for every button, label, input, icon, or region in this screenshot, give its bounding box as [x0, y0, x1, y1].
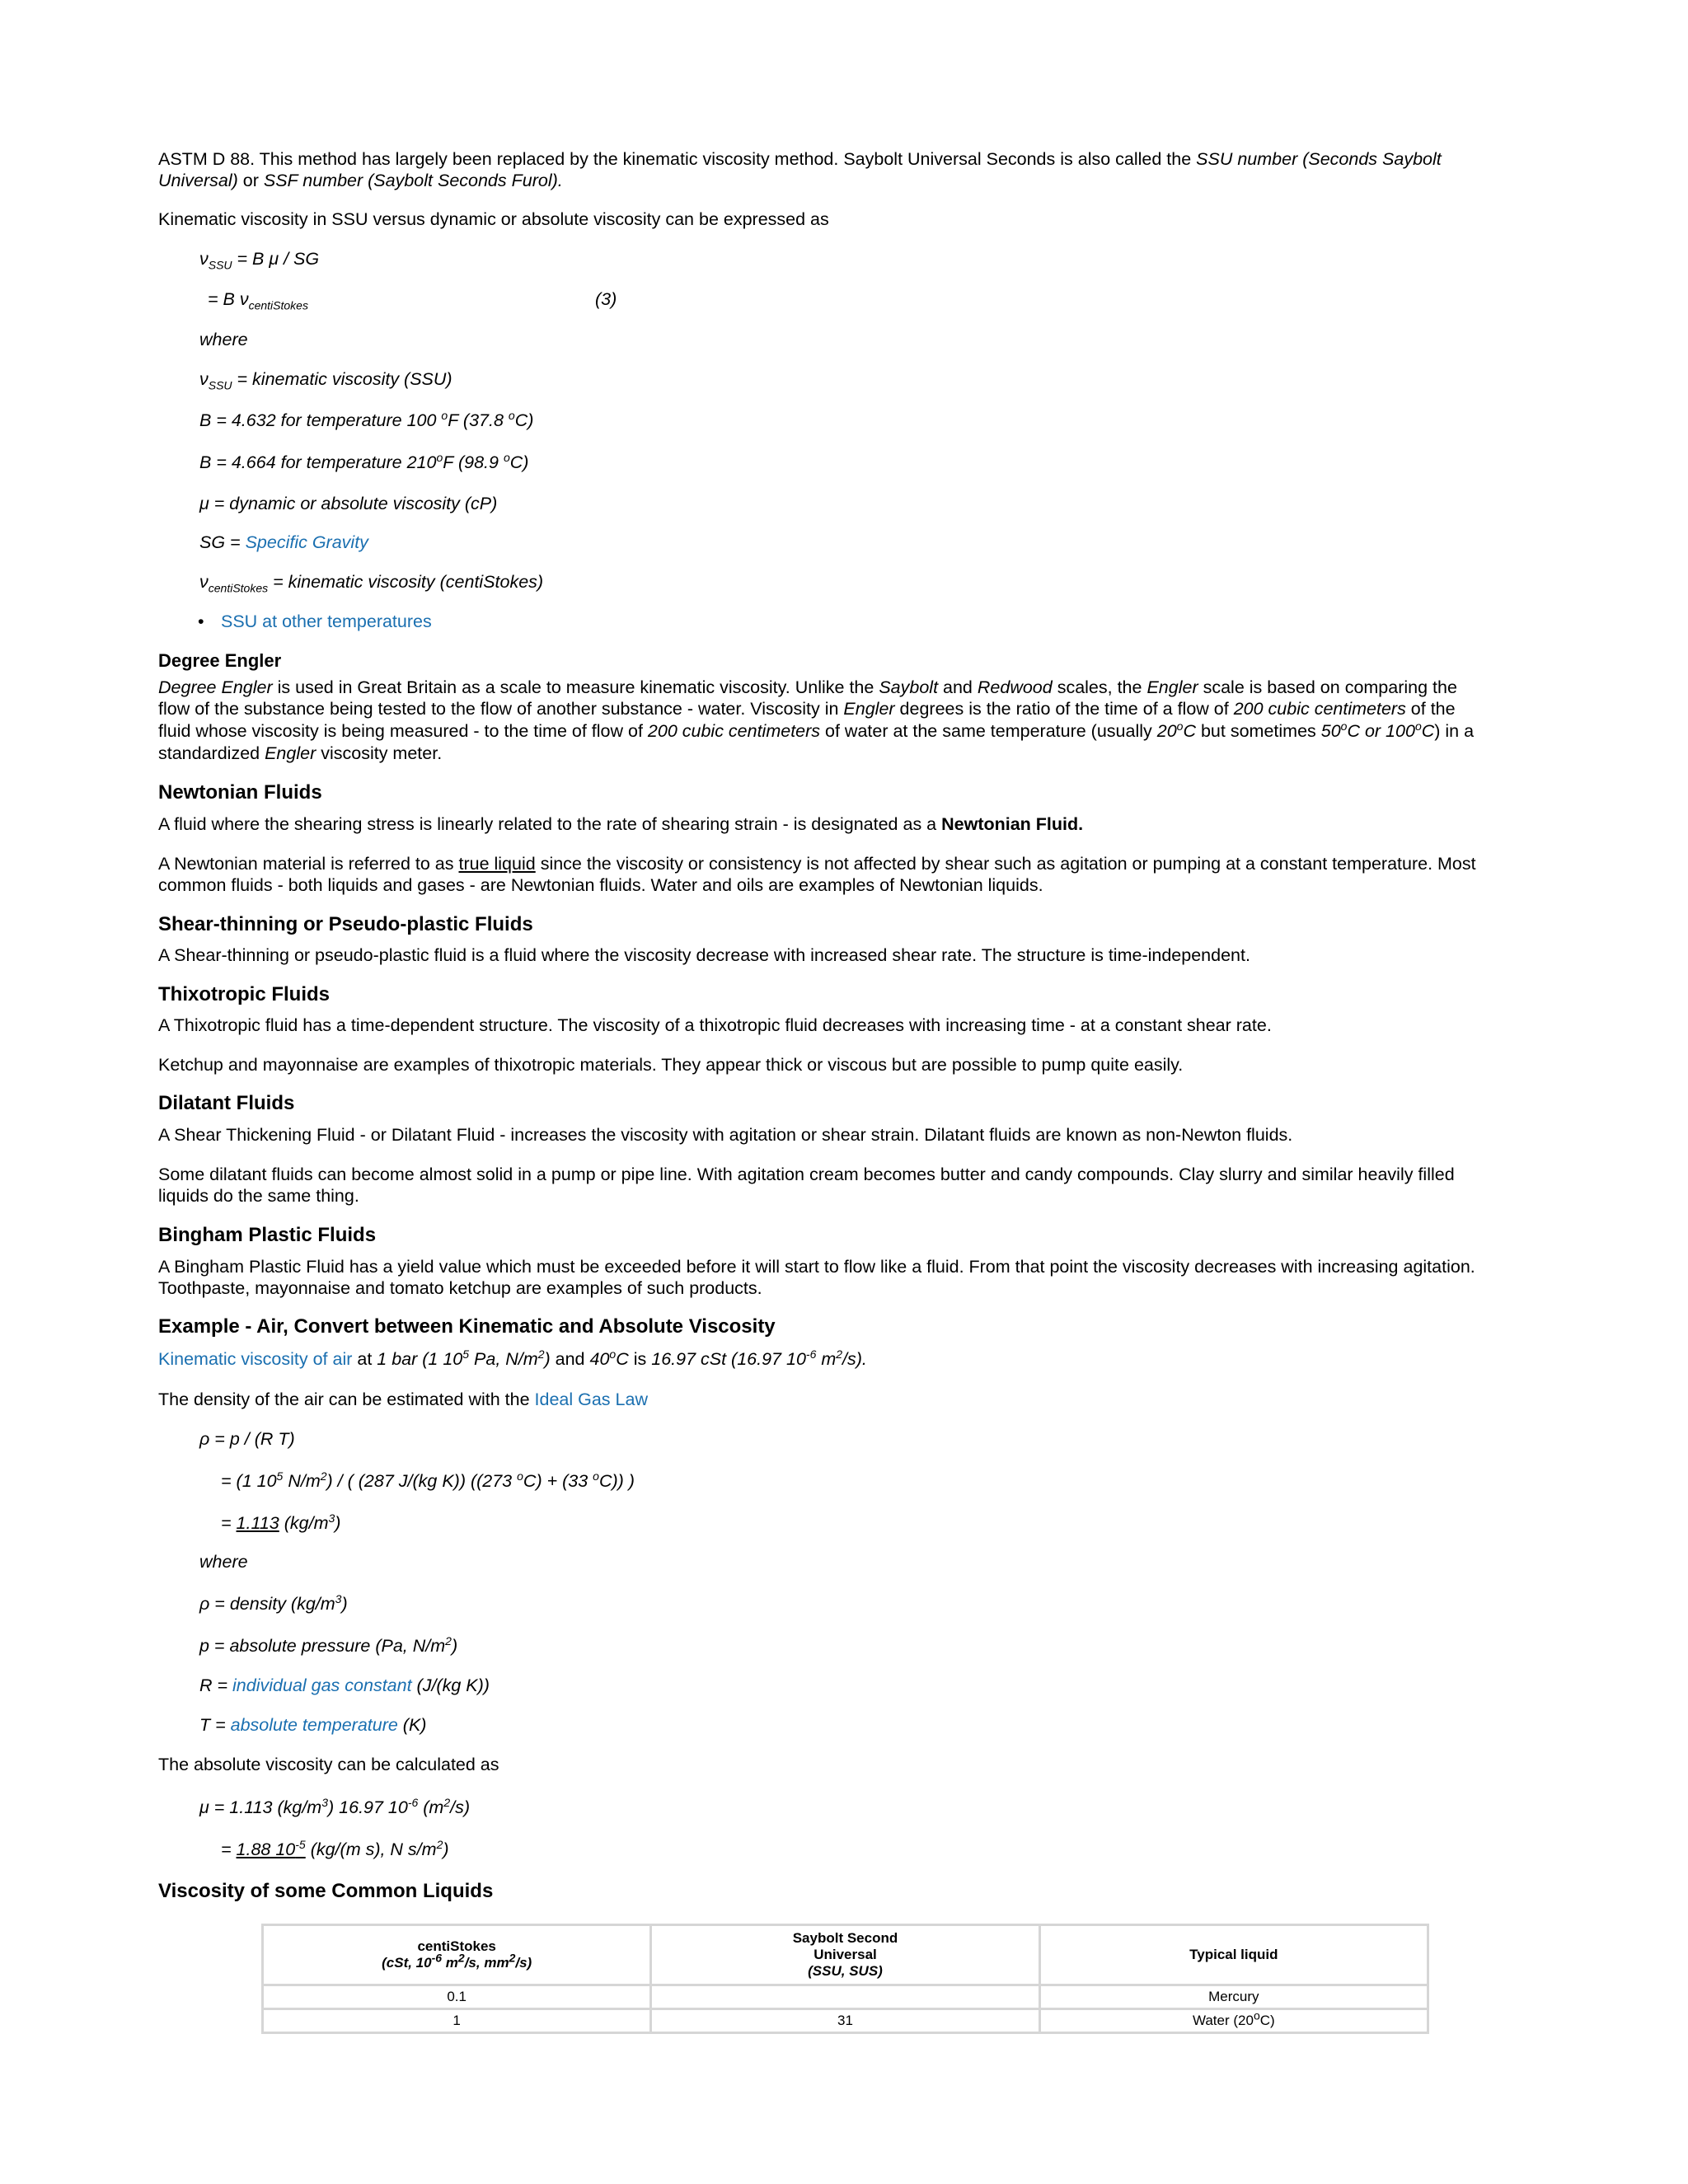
- engler-line-3: [158, 720, 1474, 742]
- text: Pa, N/m: [469, 1349, 538, 1369]
- text: ): [544, 1349, 551, 1369]
- engler-line-2: [158, 698, 1456, 719]
- definition-text: ρ = density (kg/m: [199, 1594, 335, 1614]
- intro-italic: SSF number (Saybolt Seconds Furol).: [263, 171, 563, 190]
- bingham-heading: Bingham Plastic Fluids: [158, 1224, 377, 1246]
- definition-text: p = absolute pressure (Pa, N/m: [199, 1636, 446, 1656]
- equation-text: (kg/m: [279, 1513, 329, 1533]
- specific-gravity-link[interactable]: Specific Gravity: [245, 532, 368, 552]
- intro-italic: SSU number (Seconds Saybolt: [1196, 149, 1442, 169]
- intro-line-2: [158, 170, 563, 191]
- definition-text: ): [341, 1594, 348, 1614]
- equation-text: C) + (33: [523, 1471, 593, 1491]
- text: at: [352, 1349, 377, 1369]
- definition-text: B = 4.632 for temperature 100: [199, 410, 442, 430]
- italic-text: C or 100: [1347, 721, 1415, 741]
- definition-text: C): [514, 410, 534, 430]
- definition-text: C): [509, 452, 529, 472]
- cell-liquid: [1039, 2009, 1428, 2033]
- equation-text: (m: [418, 1797, 444, 1817]
- dilatant-p2-line-1: Some dilatant fluids can become almost solid in a pump or pipe line. With agitation cream becomes butter and candy compounds. Clay slurry and similar heavily filled: [158, 1165, 1455, 1184]
- text: /s).: [842, 1349, 867, 1369]
- bingham-p1-line-1: A Bingham Plastic Fluid has a yield value which must be exceeded before it will start to flow like a fluid. From that point the viscosity decreases with increasing agitation.: [158, 1257, 1475, 1277]
- mu-equation-2: [221, 1839, 449, 1860]
- cell-centistokes: 0.1: [263, 1985, 651, 2009]
- superscript: 3: [321, 1795, 329, 1809]
- italic-text: Redwood: [977, 677, 1053, 697]
- definition-text: F (98.9: [443, 452, 504, 472]
- paragraph-text: A Newtonian material is referred to as: [158, 854, 459, 874]
- density-lead: [158, 1389, 648, 1410]
- common-liquids-heading: Viscosity of some Common Liquids: [158, 1880, 494, 1902]
- italic-text: Engler: [265, 743, 316, 763]
- definition-text: B = 4.664 for temperature 210: [199, 452, 437, 472]
- equation-text: = B ν: [208, 289, 249, 309]
- definition-b-210f: [199, 452, 528, 473]
- example-line-1: [158, 1348, 867, 1370]
- header-typical-liquid: [1039, 1925, 1428, 1985]
- italic-text: 20: [1156, 721, 1177, 741]
- equation-text: ): [335, 1513, 341, 1533]
- superscript: o: [517, 1469, 523, 1483]
- where-text: where: [199, 1552, 248, 1572]
- gas-constant-link[interactable]: individual gas constant: [232, 1675, 412, 1695]
- superscript: 5: [276, 1469, 284, 1483]
- absolute-temperature-link[interactable]: absolute temperature: [230, 1715, 398, 1735]
- header-saybolt: [651, 1925, 1039, 1985]
- superscript: 2: [443, 1795, 451, 1809]
- definition-text: (J/(kg K)): [411, 1675, 490, 1695]
- definition-text: = kinematic viscosity (centiStokes): [268, 572, 544, 592]
- superscript: -6: [805, 1347, 817, 1361]
- superscript: o: [1340, 719, 1348, 733]
- superscript: 2: [457, 1951, 465, 1965]
- cell-saybolt: [651, 1985, 1039, 2009]
- superscript: -6: [407, 1795, 419, 1809]
- paragraph-text: standardized: [158, 743, 265, 763]
- definition-text: T =: [199, 1715, 231, 1735]
- bold-text: Newtonian Fluid.: [941, 814, 1084, 834]
- definition-text: (K): [397, 1715, 427, 1735]
- equation-ssu-2: [208, 288, 308, 310]
- paragraph-text: ) in a: [1434, 721, 1475, 741]
- viscosity-table: [261, 1924, 1429, 2034]
- superscript: 3: [328, 1511, 335, 1525]
- header-text: centiStokes: [417, 1938, 496, 1954]
- equation-text: C)) ): [598, 1471, 635, 1491]
- subscript: SSU: [208, 378, 232, 392]
- header-centistokes: [263, 1925, 651, 1985]
- dilatant-p1: A Shear Thickening Fluid - or Dilatant Fluid - increases the viscosity with agitation or shear strain. Dilatant fluids are known as non-Newton fluids.: [158, 1125, 1293, 1145]
- paragraph-text: flow of the substance being tested to the flow of another substance - water. Viscosity in: [158, 699, 844, 719]
- result-value: 1.88 10: [236, 1840, 296, 1859]
- header-text: (cSt, 10: [382, 1955, 432, 1971]
- definition-nu-ssu: [199, 368, 452, 390]
- superscript: o: [1253, 2008, 1260, 2022]
- superscript: o: [503, 450, 510, 464]
- shear-thinning-p1: A Shear-thinning or pseudo-plastic fluid is a fluid where the viscosity decrease with increased shear rate. The structure is time-independent.: [158, 945, 1250, 965]
- definition-text: ): [451, 1636, 458, 1656]
- paragraph-text: but sometimes: [1196, 721, 1321, 741]
- mu-equation-1: [199, 1797, 470, 1818]
- paragraph-text: degrees is the ratio of the time of a flow of: [894, 699, 1234, 719]
- paragraph-text: and: [938, 677, 978, 697]
- equation-number-text: (3): [595, 289, 617, 309]
- equation-text: =: [221, 1513, 237, 1533]
- subscript: centiStokes: [248, 298, 308, 312]
- newtonian-p2-line-2: common fluids - both liquids and gases - are Newtonian fluids. Water and oils are examples of Newtonian liquids.: [158, 875, 1043, 895]
- ssu-other-temperatures-link[interactable]: [221, 611, 432, 632]
- definition-p: [199, 1635, 457, 1657]
- thixotropic-heading: Thixotropic Fluids: [158, 983, 330, 1005]
- header-text: /s, mm: [464, 1955, 509, 1971]
- definition-text: μ = dynamic or absolute viscosity (cP): [199, 494, 498, 513]
- table-row: [263, 2009, 1428, 2033]
- paragraph-text: since the viscosity or consistency is not affected by shear such as agitation or pumping at a constant temperature. Most: [535, 854, 1476, 874]
- table-row: [263, 1985, 1428, 2009]
- newtonian-p2-line-1: [158, 853, 1476, 874]
- superscript: 2: [537, 1347, 545, 1361]
- superscript: o: [508, 408, 515, 422]
- text: C: [616, 1349, 629, 1369]
- header-text: /s): [515, 1955, 532, 1971]
- superscript: 2: [445, 1633, 452, 1647]
- text: 40: [589, 1349, 610, 1369]
- text: The density of the air can be estimated with the: [158, 1390, 535, 1409]
- superscript: o: [593, 1469, 599, 1483]
- text: m: [816, 1349, 837, 1369]
- newtonian-p1: [158, 813, 1083, 835]
- nu-symbol: ν: [199, 572, 209, 592]
- cell-centistokes: 1: [263, 2009, 651, 2033]
- italic-text: 200 cubic centimeters: [1233, 699, 1406, 719]
- where-label: [199, 329, 248, 350]
- superscript: 2: [320, 1469, 327, 1483]
- cell-liquid: [1039, 1985, 1428, 2009]
- definition-nu-cst: [199, 571, 543, 593]
- equation-text: (kg/(m s), N s/m: [305, 1840, 437, 1859]
- ideal-gas-law-link[interactable]: Ideal Gas Law: [534, 1390, 648, 1409]
- paragraph-text: A fluid where the shearing stress is linearly related to the rate of shearing strain - is designated as a: [158, 814, 942, 834]
- nu-symbol: ν: [199, 249, 209, 269]
- dilatant-p2-line-2: liquids do the same thing.: [158, 1186, 359, 1206]
- equation-text: ) 16.97 10: [328, 1797, 408, 1817]
- equation-text: ): [443, 1840, 449, 1859]
- equation-number: [595, 288, 617, 310]
- equation-text: = B μ / SG: [232, 249, 320, 269]
- superscript: 5: [462, 1347, 470, 1361]
- dilatant-heading: Dilatant Fluids: [158, 1092, 295, 1114]
- header-text: Typical liquid: [1189, 1947, 1278, 1962]
- italic-text: Saybolt: [879, 677, 939, 697]
- definition-mu: [199, 493, 497, 514]
- italic-text: Engler: [1146, 677, 1198, 697]
- italic-text: Degree Engler: [158, 677, 273, 697]
- italic-text: 50: [1320, 721, 1341, 741]
- equation-text: μ = 1.113 (kg/m: [199, 1797, 322, 1817]
- definition-r: [199, 1675, 490, 1696]
- cell-saybolt: 31: [651, 2009, 1039, 2033]
- paragraph-text: fluid whose viscosity is being measured - to the time of flow of: [158, 721, 648, 741]
- equation-text: /s): [450, 1797, 471, 1817]
- italic-text: C: [1421, 721, 1435, 741]
- bingham-p1-line-2: Toothpaste, mayonnaise and tomato ketchup are examples of such products.: [158, 1278, 762, 1298]
- paragraph-text: is used in Great Britain as a scale to measure kinematic viscosity. Unlike the: [272, 677, 879, 697]
- underlined-text: true liquid: [458, 854, 536, 874]
- intro-text: ASTM D 88. This method has largely been replaced by the kinematic viscosity method. Saybolt Universal Seconds is also called the: [158, 149, 1197, 169]
- superscript: o: [609, 1347, 617, 1361]
- paragraph-text: of the: [1405, 699, 1456, 719]
- paragraph-text: scales, the: [1052, 677, 1147, 697]
- text: is: [628, 1349, 652, 1369]
- rho-equation-2: [221, 1470, 635, 1492]
- superscript: 2: [509, 1951, 516, 1965]
- definition-sg: [199, 532, 368, 553]
- superscript: o: [436, 450, 443, 464]
- link-text[interactable]: SSU at other temperatures: [221, 612, 432, 631]
- definition-text: = kinematic viscosity (SSU): [232, 369, 452, 389]
- engler-heading: Degree Engler: [158, 650, 282, 671]
- bullet-icon: •: [198, 612, 204, 631]
- newtonian-heading: Newtonian Fluids: [158, 781, 322, 804]
- header-text: Universal: [814, 1947, 877, 1962]
- kinematic-viscosity-air-link[interactable]: Kinematic viscosity of air: [158, 1349, 353, 1369]
- where-label-2: [199, 1551, 248, 1572]
- nu-symbol: ν: [199, 369, 209, 389]
- superscript: -5: [295, 1837, 306, 1851]
- subscript: SSU: [208, 258, 232, 272]
- table-header-row: [263, 1925, 1428, 1985]
- shear-thinning-heading: Shear-thinning or Pseudo-plastic Fluids: [158, 913, 533, 935]
- superscript: o: [1176, 719, 1184, 733]
- equation-text: =: [221, 1840, 237, 1859]
- equation-text: N/m: [283, 1471, 321, 1491]
- intro-text: or: [237, 171, 264, 190]
- definition-rho: [199, 1593, 348, 1615]
- superscript: o: [441, 408, 448, 422]
- header-text: m: [442, 1955, 458, 1971]
- superscript: -6: [431, 1951, 443, 1965]
- definition-t: [199, 1714, 426, 1736]
- cell-text: C): [1259, 2013, 1275, 2028]
- equation-text: ρ = p / (R T): [199, 1429, 295, 1449]
- text: 16.97 cSt (16.97 10: [651, 1349, 806, 1369]
- subscript: centiStokes: [208, 581, 269, 595]
- italic-text: C: [1183, 721, 1196, 741]
- rho-equation-3: [221, 1512, 340, 1534]
- result-value: 1.113: [236, 1513, 279, 1533]
- text: and: [550, 1349, 590, 1369]
- cell-text: Water (20: [1192, 2013, 1254, 2028]
- rho-equation-1: [199, 1428, 295, 1450]
- equation-text: = (1 10: [221, 1471, 277, 1491]
- paragraph-text: scale is based on comparing the: [1198, 677, 1457, 697]
- engler-line-1: [158, 677, 1457, 698]
- example-heading: Example - Air, Convert between Kinematic and Absolute Viscosity: [158, 1315, 776, 1338]
- definition-b-100f: [199, 410, 533, 431]
- absolute-viscosity-lead: The absolute viscosity can be calculated as: [158, 1755, 499, 1774]
- italic-text: 200 cubic centimeters: [647, 721, 821, 741]
- superscript: 2: [436, 1837, 443, 1851]
- intro-italic: Universal): [158, 171, 238, 190]
- cell-text: Mercury: [1208, 1989, 1259, 2004]
- intro-line-1: [158, 148, 1442, 170]
- where-text: where: [199, 330, 248, 349]
- definition-text: R =: [199, 1675, 233, 1695]
- text: 1 bar (1 10: [377, 1349, 463, 1369]
- superscript: 2: [836, 1347, 843, 1361]
- thixotropic-p2: Ketchup and mayonnaise are examples of thixotropic materials. They appear thick or viscous but are possible to pump quite easily.: [158, 1055, 1184, 1075]
- header-text: (SSU, SUS): [808, 1963, 883, 1979]
- superscript: o: [1414, 719, 1422, 733]
- paragraph-text: of water at the same temperature (usually: [820, 721, 1157, 741]
- engler-line-4: [158, 743, 442, 764]
- italic-text: Engler: [843, 699, 895, 719]
- kinematic-ssu-lead: Kinematic viscosity in SSU versus dynamic or absolute viscosity can be expressed as: [158, 209, 829, 229]
- definition-text: SG =: [199, 532, 246, 552]
- superscript: 3: [335, 1591, 342, 1605]
- thixotropic-p1: A Thixotropic fluid has a time-dependent structure. The viscosity of a thixotropic fluid decreases with increasing time - at a constant shear rate.: [158, 1015, 1272, 1035]
- paragraph-text: viscosity meter.: [316, 743, 443, 763]
- definition-text: F (37.8: [448, 410, 509, 430]
- equation-text: ) / ( (287 J/(kg K)) ((273: [326, 1471, 518, 1491]
- equation-ssu-1: [199, 248, 320, 272]
- header-text: Saybolt Second: [792, 1930, 898, 1946]
